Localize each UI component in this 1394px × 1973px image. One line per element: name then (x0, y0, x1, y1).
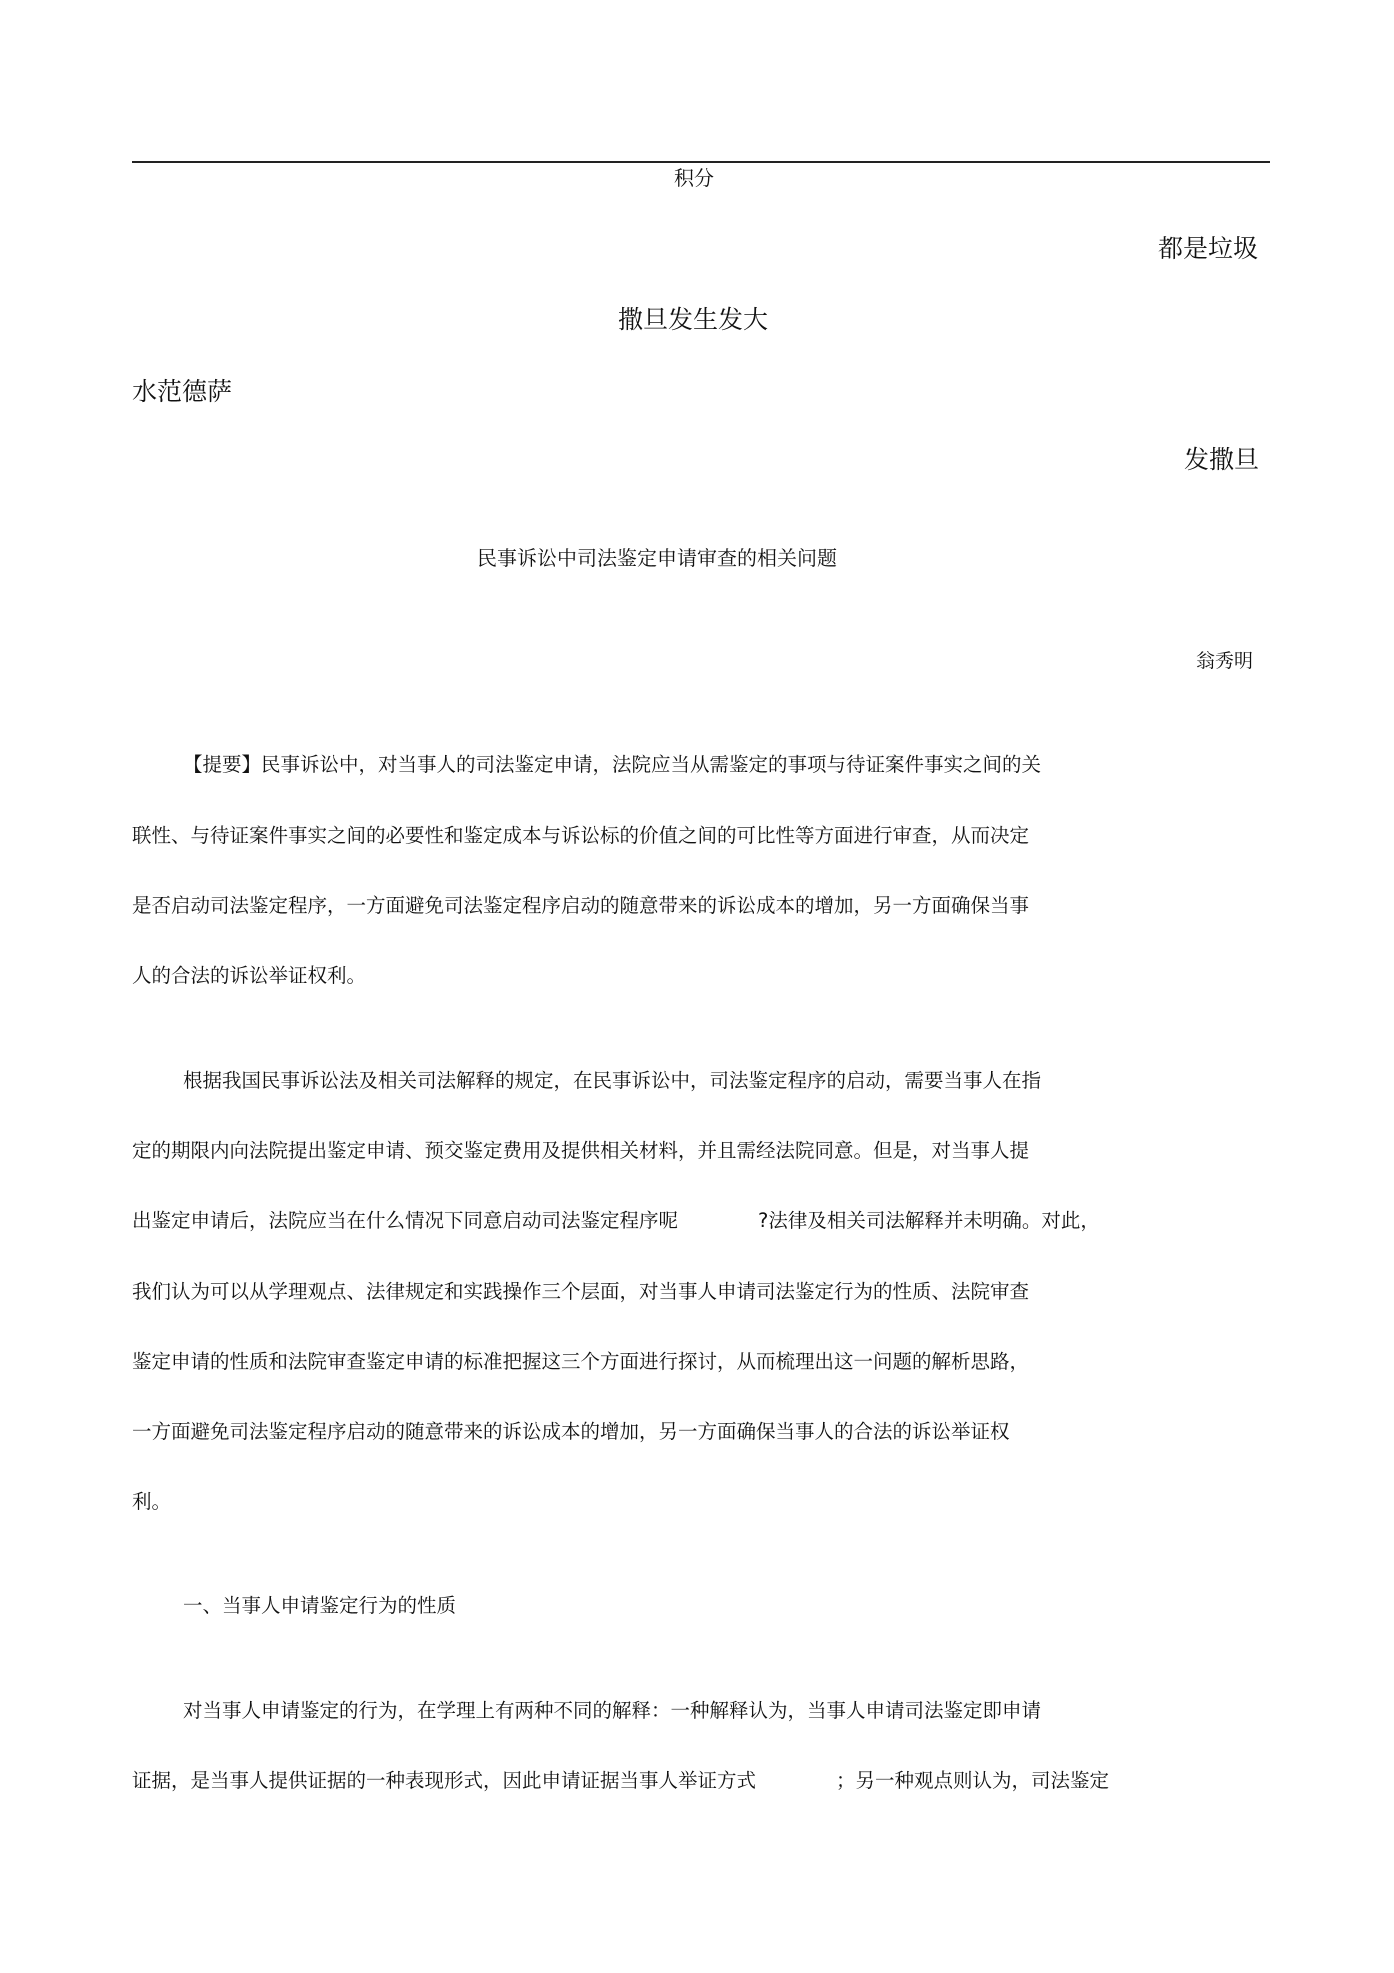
header-line-1: 积分 (674, 166, 714, 190)
header-line-5: 发撒旦 (1184, 445, 1260, 474)
section-1-line-2 (132, 1771, 1109, 1791)
header-line-4: 水范德萨 (132, 377, 233, 406)
section-1-heading: 一、当事人申请鉴定行为的性质 (183, 1594, 457, 1617)
intro-line-4: 我们认为可以从学理观点、法律规定和实践操作三个层面，对当事人申请司法鉴定行为的性质、法院审查 (132, 1280, 1030, 1303)
intro-line-6: 一方面避免司法鉴定程序启动的随意带来的诉讼成本的增加，另一方面确保当事人的合法的诉讼举证权 (132, 1420, 1010, 1443)
header-line-2: 都是垃圾 (1158, 234, 1259, 263)
abstract-line-2: 联性、与待证案件事实之间的必要性和鉴定成本与诉讼标的价值之间的可比性等方面进行审查，从而决定 (132, 824, 1030, 847)
abstract-line-4: 人的合法的诉讼举证权利。 (132, 964, 367, 987)
section-1-line-2-left: 证据，是当事人提供证据的一种表现形式，因此申请证据当事人举证方式 (132, 1769, 757, 1792)
intro-line-1: 根据我国民事诉讼法及相关司法解释的规定，在民事诉讼中，司法鉴定程序的启动，需要当事人在指 (183, 1069, 1042, 1092)
section-1-line-2-right: ；另一种观点则认为，司法鉴定 (836, 1769, 1110, 1792)
header-rule (132, 161, 1270, 163)
intro-line-3 (132, 1211, 1100, 1231)
abstract-line-1: 【提要】民事诉讼中，对当事人的司法鉴定申请，法院应当从需鉴定的事项与待证案件事实之间的关 (183, 753, 1042, 776)
intro-line-2: 定的期限内向法院提出鉴定申请、预交鉴定费用及提供相关材料，并且需经法院同意。但是，对当事人提 (132, 1139, 1030, 1162)
section-1-line-1: 对当事人申请鉴定的行为，在学理上有两种不同的解释：一种解释认为，当事人申请司法鉴定即申请 (183, 1699, 1042, 1722)
article-author: 翁秀明 (1196, 650, 1254, 672)
intro-line-7: 利。 (132, 1490, 172, 1513)
intro-line-3-left: 出鉴定申请后，法院应当在什么情况下同意启动司法鉴定程序呢 (132, 1209, 679, 1232)
intro-line-3-right: ?法律及相关司法解释并未明确。对此， (758, 1209, 1100, 1232)
article-title: 民事诉讼中司法鉴定申请审查的相关问题 (477, 546, 837, 570)
abstract-line-3: 是否启动司法鉴定程序，一方面避免司法鉴定程序启动的随意带来的诉讼成本的增加，另一方面确保当事 (132, 894, 1030, 917)
intro-line-5: 鉴定申请的性质和法院审查鉴定申请的标准把握这三个方面进行探讨，从而梳理出这一问题的解析思路， (132, 1350, 1030, 1373)
header-line-3: 撒旦发生发大 (618, 305, 769, 334)
